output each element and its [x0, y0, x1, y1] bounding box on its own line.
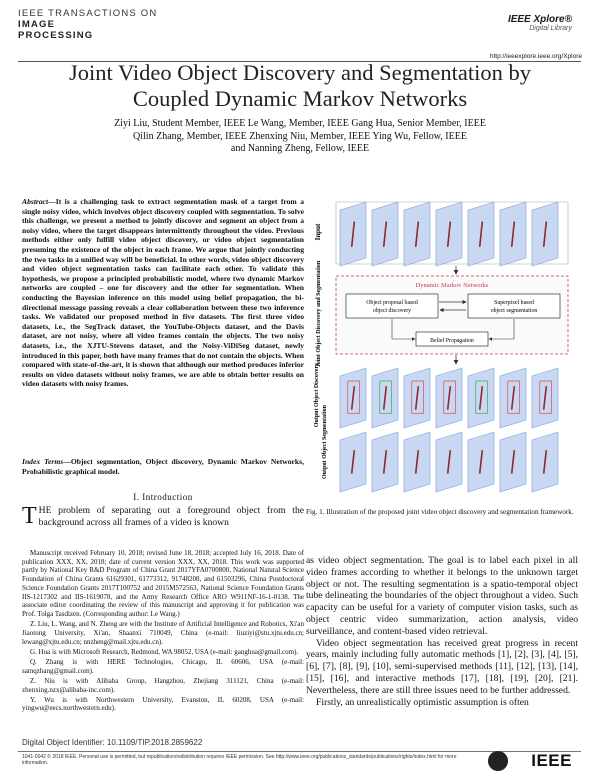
doi: Digital Object Identifier: 10.1109/TIP.2018.2859622: [22, 738, 203, 747]
paragraph: Firstly, an unrealistically optimistic assumption is often: [316, 696, 529, 708]
footnote: Q. Zhang is with HERE Technologies, Chicago, IL 60606, USA (e-mail: samqzhang@gmail.com).: [22, 657, 304, 675]
dmn-title: Dynamic Markov Networks: [415, 282, 489, 289]
xplore-brand: IEEE Xplore®: [507, 14, 572, 25]
title-line1: Joint Video Object Discovery and Segmentation by: [69, 60, 531, 85]
xplore-sub: Digital Library: [529, 25, 572, 32]
box-left: [346, 294, 438, 318]
journal-line1: IEEE TRANSACTIONS ON: [18, 8, 158, 19]
footnote: Y. Wu is with Northwestern University, Evanston, IL 60208, USA (e-mail: yingwu@eecs.northwestern.edu).: [22, 695, 304, 713]
output-discovery-frames: [340, 368, 558, 428]
output-segmentation-frames: [340, 432, 558, 492]
box-right-text: Superpixel based object segmentation: [490, 300, 538, 314]
label-output-discovery: Output Object Discovery: [314, 362, 320, 428]
figure-caption: Fig. 1. Illustration of the proposed joint video object discovery and segmentation framework.: [306, 508, 574, 516]
xplore-url[interactable]: http://ieeexplore.ieee.org/Xplore: [489, 53, 582, 60]
abstract-label: Abstract: [22, 197, 49, 206]
dropcap: T: [22, 503, 37, 529]
abstract: [22, 197, 304, 389]
box-left-text: Object proposal based object discovery: [366, 300, 418, 314]
label-input: Input: [314, 223, 322, 241]
copyright-notice: 1041-0042 © 2018 IEEE. Personal use is permitted, but republication/redistribution requires IEEE permission. See http://www.ieee.org/publications_standards/publications/rights/index.html for more information.: [22, 754, 457, 767]
intro-text: HE problem of separating out a foreground object from the background across all frames of a video is known: [38, 505, 304, 528]
footnote: Manuscript received February 10, 2018; revised June 18, 2018; accepted July 16, 2018. Date of publication XXX, XX, 2018; date of current version XXX, XX, 2018. This work was supported partly by National Key R&D Program of China Grant 2017YFA0700800, National Natural Science Foundation of China Grants 61629301, 61773312, 91748208, and 61503296, China Postdoctoral Science Foundation Grants 2017T100752 and 2015M572563, National Science Foundation Grants IIS-1217302 and IIS-1619078, and the Army Research Office ARO W911NF-16-1-0138. The associate editor coordinating the review of this manuscript and approving it for publication was Prof. Tolga Tasdizen. (Corresponding author: Le Wang.): [22, 549, 304, 618]
index-terms-text: —Object segmentation, Object discovery, Dynamic Markov Networks, Probabilistic graphical model.: [22, 457, 305, 476]
journal-name: [18, 8, 157, 41]
ieee-xplore-logo: [508, 14, 572, 32]
framework-diagram: [306, 192, 578, 502]
footnote: Z. Niu is with Alibaba Group, Hangzhou, Zhejiang 311121, China (e-mail: zhenxing.nzx@alibaba-inc.com).: [22, 676, 304, 694]
right-column: [306, 555, 578, 708]
journal-line3: PROCESSING: [18, 30, 94, 41]
title-line2: Coupled Dynamic Markov Networks: [132, 86, 468, 111]
author-list: [60, 118, 540, 156]
footnote: Z. Liu, L. Wang, and N. Zheng are with the Institute of Artificial Intelligence and Robotics, Xi'an Jiaotong University, Xi'an, Shaanxi 710049, China (e-mail: liuziyi@stu.xjtu.edu.cn; lewang@xjtu.edu.cn; nnzheng@mail.xjtu.edu.cn).: [22, 620, 304, 646]
paragraph: as video object segmentation. The goal is to label each pixel in all video frames according to whether it belongs to the unknown target object or not. The resulting segmentation is a spatio-temporal object tube delineating the boundaries of the object throughout a video. Such capacity can be useful for a variety of computer vision tasks, such as object centric video summarization, action analysis, video surveillance, and content-based video retrieval.: [306, 555, 578, 637]
label-joint: Joint Object Discovery and Segmentation: [316, 260, 322, 368]
authors-line1: Ziyi Liu, Student Member, IEEE Le Wang, Member, IEEE Gang Hua, Senior Member, IEEE: [114, 118, 486, 129]
section-heading: I. Introduction: [133, 492, 193, 502]
label-output-segmentation: Output Object Segmentation: [322, 405, 328, 479]
input-frames: [336, 202, 568, 266]
index-terms: [22, 457, 304, 476]
paragraph: Video object segmentation has received great progress in recent years, mainly including fully automatic methods [1], [2], [3], [4], [5], [6], [7], [8], [9], [10], semi-supervised methods [11], [12], [13], [14], [15], [16], and interactive methods [17], [18], [19], [20], [21]. Nevertheless, there are still three issues need to be further addressed.: [306, 637, 578, 696]
paper-title: [30, 60, 570, 112]
ieee-logo: IEEE: [531, 751, 572, 770]
belief-text: Belief Propagation: [430, 338, 474, 344]
ieee-seal-icon: [488, 751, 508, 771]
authors-line2: Qilin Zhang, Member, IEEE Zhenxing Niu, Member, IEEE Ying Wu, Fellow, IEEE: [133, 130, 467, 142]
box-right: [468, 294, 560, 318]
footnotes: [22, 549, 304, 715]
figure-1: [306, 192, 578, 502]
journal-line2: IMAGE: [18, 19, 56, 30]
intro-paragraph: [22, 505, 304, 529]
index-terms-label: Index Terms: [22, 457, 64, 466]
authors-line3: and Nanning Zheng, Fellow, IEEE: [230, 143, 370, 154]
abstract-text: —It is a challenging task to extract segmentation mask of a target from a single noisy video, which involves object discovery coupled with segmentation. To solve this challenge, we present a method to jointly discover and segment an object from a noisy video, where the target disappears intermittently throughout the video. Previous methods either only fulfill video object discovery, or video object segmentation presuming the existence of the object in each frame. We argue that jointly conducting the two tasks in a unified way will be beneficial. In other words, video object discovery and video object segmentation tasks can facilitate each other. To validate this hypothesis, we propose a principled probabilistic model, where two dynamic Markov networks are coupled – one for discovery and the other for segmentation. When conducting the Bayesian inference on this model using belief propagation, the bi-directional message passing reveals a clear collaboration between these two inference tasks. We validated our proposed method in five datasets. The first three video datasets, i.e., the SegTrack dataset, the YouTube-Objects dataset, and the Davis dataset, are not noisy, where all video frames contain the objects. The two noisy datasets, i.e., the XJTU-Stevens dataset, and the Noisy-ViDiSeg dataset, newly introduced in this paper, both have many frames that do not contain the objects. When compared with state-of-the-art, it is shown that although our method produces inferior results on video datasets without noisy frames, we are able to obtain better results on video datasets with noisy frames.: [22, 197, 304, 389]
footnote: G. Hua is with Microsoft Research, Redmond, WA 98052, USA (e-mail: ganghua@gmail.com).: [30, 647, 299, 656]
